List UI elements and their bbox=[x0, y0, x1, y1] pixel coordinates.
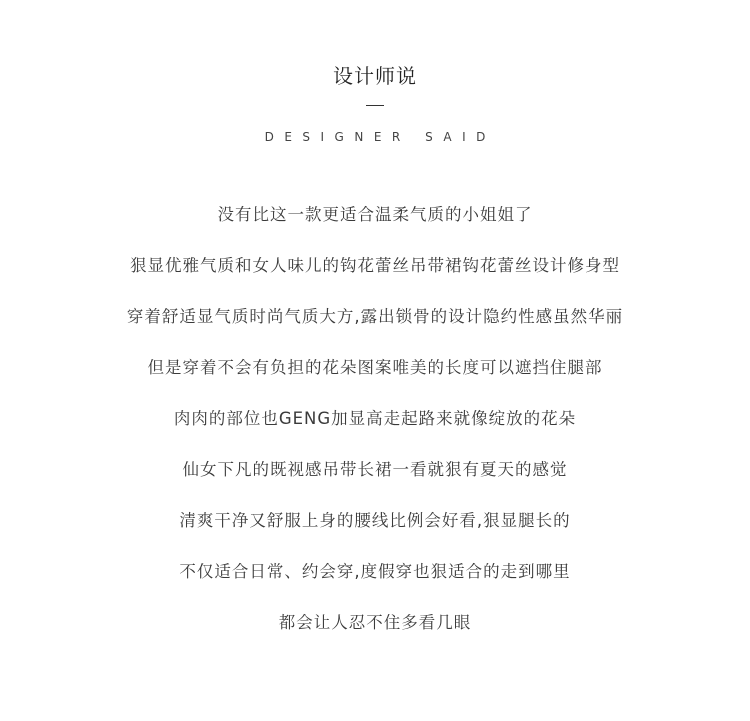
description-line: 但是穿着不会有负担的花朵图案唯美的长度可以遮挡住腿部 bbox=[147, 358, 603, 377]
description-line: 都会让人忍不住多看几眼 bbox=[278, 613, 472, 632]
description-text-block bbox=[0, 201, 750, 660]
section-subtitle: DESIGNER SAID bbox=[264, 130, 496, 144]
description-line: 肉肉的部位也GENG加显高走起路来就像绽放的花朵 bbox=[173, 409, 577, 428]
description-line: 穿着舒适显气质时尚气质大方,露出锁骨的设计隐约性感虽然华丽 bbox=[126, 307, 624, 326]
description-line: 不仅适合日常、约会穿,度假穿也狠适合的走到哪里 bbox=[179, 562, 571, 581]
description-line: 狠显优雅气质和女人味儿的钩花蕾丝吊带裙钩花蕾丝设计修身型 bbox=[130, 256, 620, 275]
description-line: 仙女下凡的既视感吊带长裙一看就狠有夏天的感觉 bbox=[182, 460, 568, 479]
title-divider bbox=[366, 105, 384, 106]
description-line: 清爽干净又舒服上身的腰线比例会好看,狠显腿长的 bbox=[179, 511, 571, 530]
description-line: 没有比这一款更适合温柔气质的小姐姐了 bbox=[217, 205, 533, 224]
section-title: 设计师说 bbox=[333, 64, 417, 88]
